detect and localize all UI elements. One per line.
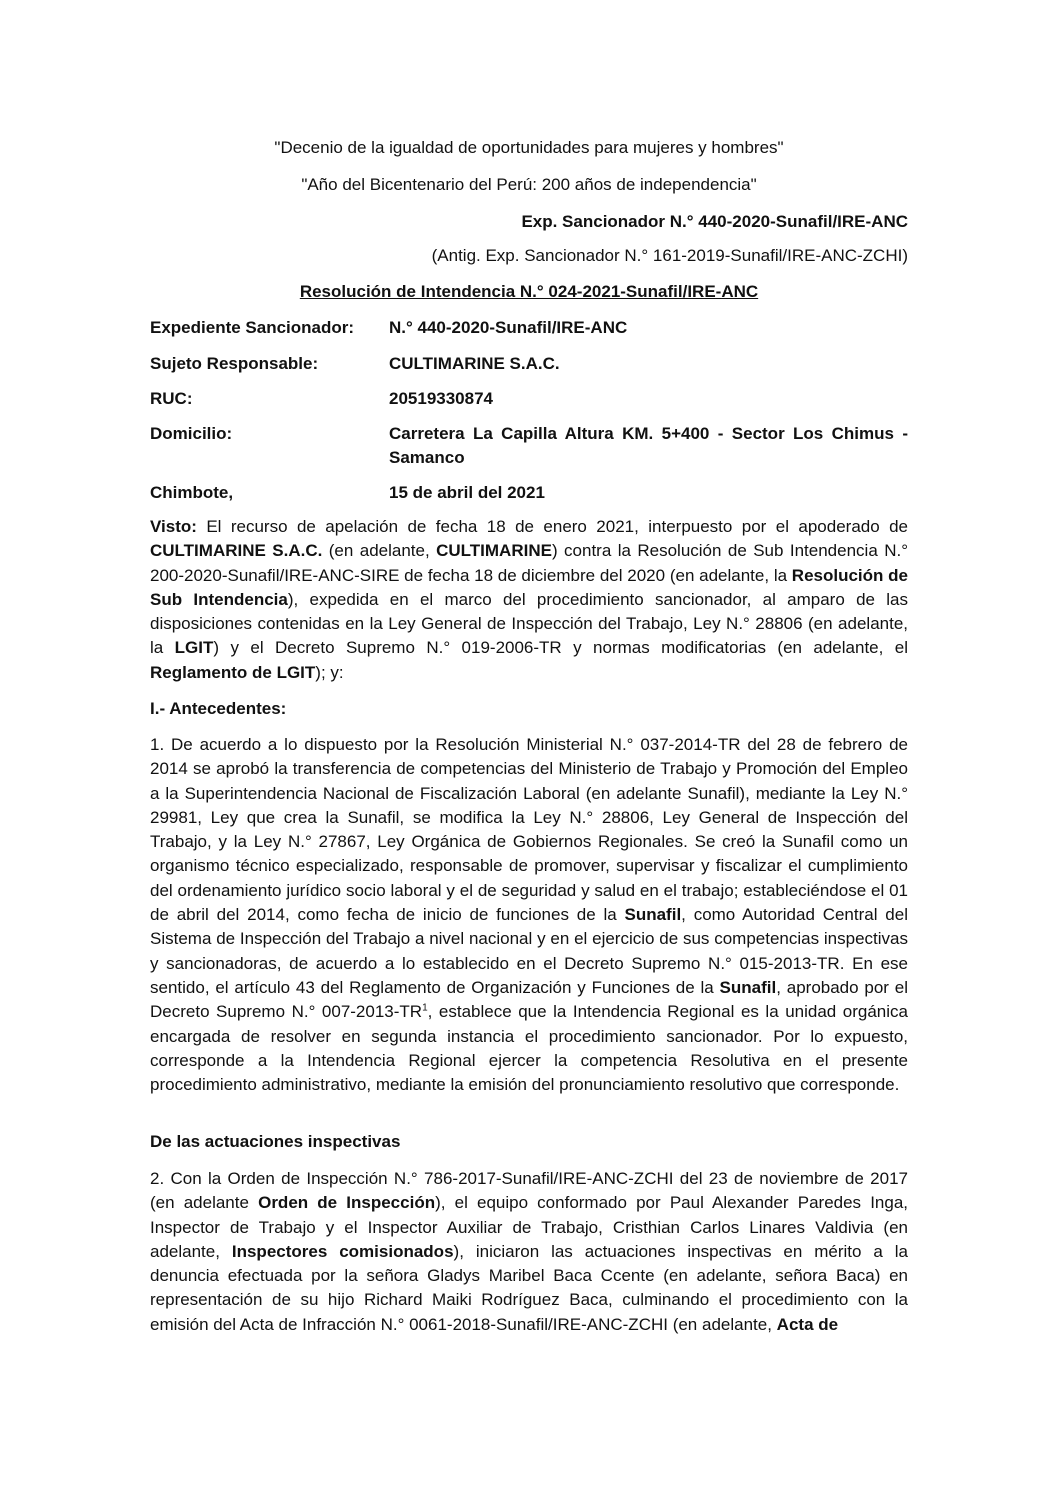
info-label-domicilio: Domicilio: xyxy=(150,424,233,443)
paragraph-text: 1. De acuerdo a lo dispuesto por la Resolución Ministerial N.° 037-2014-TR del 28 de febrero de 2014 se aprobó la transferencia de competencias del Ministerio de Trabajo y Promoción del Empleo a la Superintendencia Nacional de Fiscalización Laboral (en adelante Sunafil), mediante la Ley N.° 29981, Ley que crea la Sunafil, se modifica la Ley N.° 28806, Ley General de Inspección del Trabajo, y la Ley N.° 27867, Ley Orgánica de Gobiernos Regionales. Se creó la Sunafil como un organismo técnico especializado, responsable de promover, supervisar y fiscalizar el cumplimiento del ordenamiento jurídico socio laboral y el de seguridad y salud en el trabajo; estableciéndose el 01 de abril del 2014, como fecha de inicio de funciones de la xyxy=(150,735,908,925)
visto-bold: Resolución de Sub Intendencia xyxy=(150,565,908,609)
paragraph-text: 2. Con la Orden de Inspección N.° 786-2017-Sunafil/IRE-ANC-ZCHI del 23 de noviembre de 2017 (en adelante xyxy=(150,1169,908,1213)
visto-bold: LGIT xyxy=(174,638,214,658)
paragraph-text: , aprobado por el Decreto Supremo N.° 007-2013-TR xyxy=(150,977,908,1022)
antig-exp-number: (Antig. Exp. Sancionador N.° 161-2019-Sunafil/IRE-ANC-ZCHI) xyxy=(431,246,908,265)
paragraph-text: ), el equipo conformado por Paul Alexander Paredes Inga, Inspector de Trabajo y el Inspector Auxiliar de Trabajo, Cristhian Carlos Linares Valdivia (en adelante, xyxy=(150,1193,909,1261)
visto-label: Visto: xyxy=(150,517,197,536)
paragraph-text: , como Autoridad Central del Sistema de Inspección del Trabajo a nivel nacional y en el ejercicio de sus competencias inspectivas y sancionadoras, de acuerdo a lo establecido en el Decreto Supremo N.° 015-2013-TR. En ese sentido, el artículo 43 del Reglamento de Organización y Funciones de la xyxy=(150,905,908,997)
info-label-expediente: Expediente Sancionador: xyxy=(150,318,355,337)
section-heading-actuaciones: De las actuaciones inspectivas xyxy=(150,1132,401,1151)
info-value-ruc: 20519330874 xyxy=(389,389,494,408)
info-label-sujeto: Sujeto Responsable: xyxy=(150,354,319,373)
info-label-chimbote: Chimbote, xyxy=(150,483,234,502)
paragraph-bold: Inspectores comisionados xyxy=(231,1241,454,1261)
paragraph-bold: Acta de xyxy=(776,1314,839,1334)
visto-text: ) y el Decreto Supremo N.° 019-2006-TR y normas modificatorias (en adelante, el xyxy=(213,638,908,658)
visto-text: ), expedida en el marco del procedimiento sancionador, al amparo de las disposiciones contenidas en la Ley General de Inspección del Trabajo, Ley N.° 28806 (en adelante, la xyxy=(150,589,908,658)
motto-decenio: "Decenio de la igualdad de oportunidades para mujeres y hombres" xyxy=(274,138,784,157)
visto-bold: CULTIMARINE S.A.C. xyxy=(150,541,323,561)
visto-text: ); y: xyxy=(315,662,344,682)
paragraph-bold: Sunafil xyxy=(719,977,777,997)
visto-paragraph xyxy=(150,515,908,685)
visto-bold: Reglamento de LGIT xyxy=(150,662,316,682)
info-value-sujeto: CULTIMARINE S.A.C. xyxy=(389,354,560,373)
info-value-fecha: 15 de abril del 2021 xyxy=(389,483,545,502)
visto-bold: CULTIMARINE xyxy=(436,541,552,561)
paragraph-bold: Orden de Inspección xyxy=(258,1193,436,1213)
paragraph-text: ), iniciaron las actuaciones inspectivas en mérito a la denuncia efectuada por la señora Gladys Maribel Baca Ccente (en adelante, señora Baca) en representación de su hijo Richard Maiki Rodríguez Baca, culminando el procedimiento con la emisión del Acta de Infracción N.° 0061-2018-Sunafil/IRE-ANC-ZCHI (en adelante, xyxy=(150,1241,908,1334)
paragraph-bold: Sunafil xyxy=(624,905,682,925)
visto-text: (en adelante, xyxy=(322,541,437,561)
paragraph-text: , establece que la Intendencia Regional es la unidad orgánica encargada de resolver en segunda instancia el procedimiento sancionador. Por lo expuesto, corresponde a la Intendencia Regional ejercer la competencia Resolutiva en el presente procedimiento administrativo, mediante la emisión del pronunciamiento resolutivo que corresponde. xyxy=(150,1002,908,1095)
footnote-marker: 1 xyxy=(422,1002,428,1014)
info-value-domicilio: Carretera La Capilla Altura KM. 5+400 - Sector Los Chimus - Samanco xyxy=(389,424,908,467)
paragraph-2 xyxy=(150,1167,908,1337)
resolution-title: Resolución de Intendencia N.° 024-2021-Sunafil/IRE-ANC xyxy=(299,282,759,301)
visto-text: ) contra la Resolución de Sub Intendencia N.° 200-2020-Sunafil/IRE-ANC-SIRE de fecha 18 de diciembre del 2020 (en adelante, la xyxy=(150,541,908,585)
visto-text: El recurso de apelación de fecha 18 de enero 2021, interpuesto por el apoderado de xyxy=(196,517,908,536)
paragraph-1 xyxy=(150,733,908,1097)
motto-bicentenario: "Año del Bicentenario del Perú: 200 años de independencia" xyxy=(301,175,757,194)
info-value-expediente: N.° 440-2020-Sunafil/IRE-ANC xyxy=(389,318,628,337)
exp-number: Exp. Sancionador N.° 440-2020-Sunafil/IRE-ANC xyxy=(521,212,908,231)
section-heading-antecedentes: I.- Antecedentes: xyxy=(150,699,287,718)
info-label-ruc: RUC: xyxy=(150,389,193,408)
